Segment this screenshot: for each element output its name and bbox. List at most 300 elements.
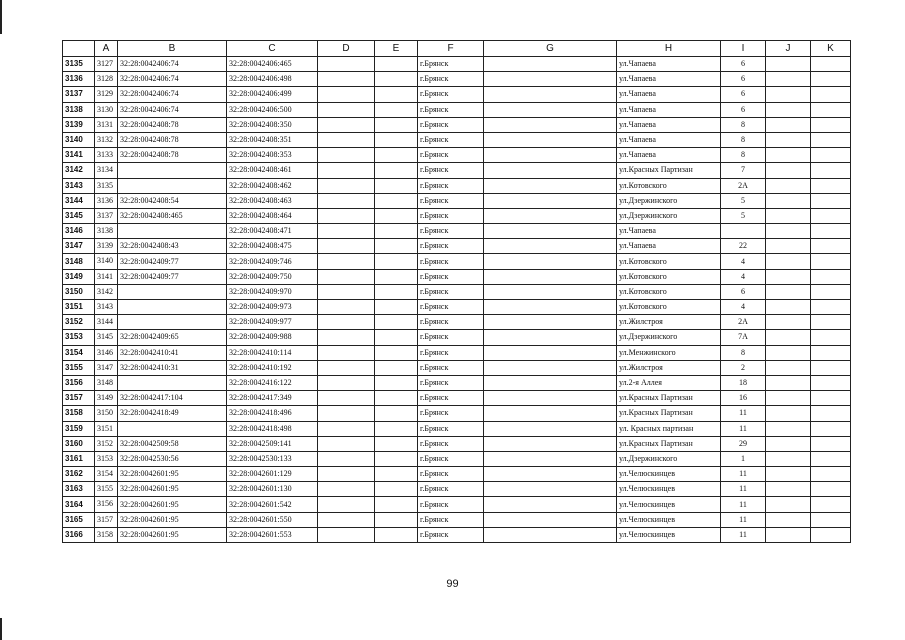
cell-a[interactable]: 3155 bbox=[95, 482, 118, 497]
cell-j[interactable] bbox=[766, 482, 811, 497]
cell-i[interactable]: 2А bbox=[721, 315, 766, 330]
cell-d[interactable] bbox=[318, 224, 375, 239]
cell-h[interactable]: ул.Челюскинцев bbox=[617, 527, 721, 542]
cell-j[interactable] bbox=[766, 87, 811, 102]
cell-j[interactable] bbox=[766, 330, 811, 345]
cell-f[interactable]: г.Брянск bbox=[418, 57, 484, 72]
cell-k[interactable] bbox=[811, 482, 851, 497]
cell-i[interactable]: 11 bbox=[721, 421, 766, 436]
column-header-g[interactable]: G bbox=[484, 41, 617, 57]
cell-f[interactable]: г.Брянск bbox=[418, 330, 484, 345]
cell-k[interactable] bbox=[811, 345, 851, 360]
cell-c[interactable]: 32:28:0042601:129 bbox=[227, 467, 318, 482]
cell-g[interactable] bbox=[484, 254, 617, 269]
cell-e[interactable] bbox=[375, 224, 418, 239]
cell-d[interactable] bbox=[318, 421, 375, 436]
cell-g[interactable] bbox=[484, 102, 617, 117]
cell-j[interactable] bbox=[766, 224, 811, 239]
cell-d[interactable] bbox=[318, 132, 375, 147]
cell-g[interactable] bbox=[484, 512, 617, 527]
cell-f[interactable]: г.Брянск bbox=[418, 208, 484, 223]
cell-f[interactable]: г.Брянск bbox=[418, 163, 484, 178]
cell-b[interactable]: 32:28:0042601:95 bbox=[118, 467, 227, 482]
row-number[interactable]: 3136 bbox=[63, 72, 95, 87]
row-number[interactable]: 3158 bbox=[63, 406, 95, 421]
cell-k[interactable] bbox=[811, 512, 851, 527]
cell-a[interactable]: 3142 bbox=[95, 284, 118, 299]
cell-j[interactable] bbox=[766, 178, 811, 193]
row-number[interactable]: 3148 bbox=[63, 254, 95, 269]
cell-i[interactable] bbox=[721, 224, 766, 239]
cell-b[interactable]: 32:28:0042406:74 bbox=[118, 57, 227, 72]
cell-a[interactable]: 3129 bbox=[95, 87, 118, 102]
cell-h[interactable]: ул.Чапаева bbox=[617, 239, 721, 254]
cell-b[interactable] bbox=[118, 300, 227, 315]
column-header-h[interactable]: H bbox=[617, 41, 721, 57]
cell-d[interactable] bbox=[318, 284, 375, 299]
cell-h[interactable]: ул.Чапаева bbox=[617, 102, 721, 117]
cell-k[interactable] bbox=[811, 72, 851, 87]
cell-i[interactable]: 4 bbox=[721, 300, 766, 315]
cell-d[interactable] bbox=[318, 315, 375, 330]
cell-f[interactable]: г.Брянск bbox=[418, 132, 484, 147]
cell-g[interactable] bbox=[484, 284, 617, 299]
cell-i[interactable]: 8 bbox=[721, 148, 766, 163]
cell-j[interactable] bbox=[766, 57, 811, 72]
cell-f[interactable]: г.Брянск bbox=[418, 284, 484, 299]
row-number[interactable]: 3139 bbox=[63, 117, 95, 132]
column-header-e[interactable]: E bbox=[375, 41, 418, 57]
cell-k[interactable] bbox=[811, 208, 851, 223]
cell-a[interactable]: 3140 bbox=[95, 254, 118, 269]
cell-d[interactable] bbox=[318, 102, 375, 117]
cell-c[interactable]: 32:28:0042409:988 bbox=[227, 330, 318, 345]
cell-a[interactable]: 3151 bbox=[95, 421, 118, 436]
cell-i[interactable]: 5 bbox=[721, 208, 766, 223]
cell-a[interactable]: 3150 bbox=[95, 406, 118, 421]
cell-c[interactable]: 32:28:0042408:464 bbox=[227, 208, 318, 223]
cell-a[interactable]: 3153 bbox=[95, 451, 118, 466]
cell-b[interactable]: 32:28:0042417:104 bbox=[118, 391, 227, 406]
cell-i[interactable]: 8 bbox=[721, 345, 766, 360]
row-number[interactable]: 3146 bbox=[63, 224, 95, 239]
cell-a[interactable]: 3156 bbox=[95, 497, 118, 512]
cell-d[interactable] bbox=[318, 57, 375, 72]
row-number[interactable]: 3156 bbox=[63, 375, 95, 390]
row-number[interactable]: 3138 bbox=[63, 102, 95, 117]
cell-g[interactable] bbox=[484, 360, 617, 375]
cell-f[interactable]: г.Брянск bbox=[418, 300, 484, 315]
cell-i[interactable]: 22 bbox=[721, 239, 766, 254]
cell-b[interactable]: 32:28:0042409:65 bbox=[118, 330, 227, 345]
cell-a[interactable]: 3146 bbox=[95, 345, 118, 360]
row-number[interactable]: 3145 bbox=[63, 208, 95, 223]
cell-e[interactable] bbox=[375, 269, 418, 284]
cell-g[interactable] bbox=[484, 467, 617, 482]
cell-e[interactable] bbox=[375, 254, 418, 269]
row-number[interactable]: 3149 bbox=[63, 269, 95, 284]
cell-f[interactable]: г.Брянск bbox=[418, 87, 484, 102]
cell-h[interactable]: ул.Чапаева bbox=[617, 72, 721, 87]
cell-h[interactable]: ул.Дзержинского bbox=[617, 451, 721, 466]
cell-d[interactable] bbox=[318, 467, 375, 482]
cell-g[interactable] bbox=[484, 300, 617, 315]
cell-c[interactable]: 32:28:0042416:122 bbox=[227, 375, 318, 390]
cell-j[interactable] bbox=[766, 284, 811, 299]
cell-e[interactable] bbox=[375, 300, 418, 315]
cell-g[interactable] bbox=[484, 406, 617, 421]
row-number[interactable]: 3137 bbox=[63, 87, 95, 102]
cell-j[interactable] bbox=[766, 193, 811, 208]
cell-j[interactable] bbox=[766, 421, 811, 436]
column-header-c[interactable]: C bbox=[227, 41, 318, 57]
cell-b[interactable]: 32:28:0042408:43 bbox=[118, 239, 227, 254]
cell-e[interactable] bbox=[375, 345, 418, 360]
cell-j[interactable] bbox=[766, 375, 811, 390]
column-header-a[interactable]: A bbox=[95, 41, 118, 57]
cell-c[interactable]: 32:28:0042410:192 bbox=[227, 360, 318, 375]
cell-e[interactable] bbox=[375, 178, 418, 193]
cell-f[interactable]: г.Брянск bbox=[418, 451, 484, 466]
cell-h[interactable]: ул.Котовского bbox=[617, 300, 721, 315]
cell-c[interactable]: 32:28:0042408:461 bbox=[227, 163, 318, 178]
cell-d[interactable] bbox=[318, 482, 375, 497]
cell-d[interactable] bbox=[318, 117, 375, 132]
cell-g[interactable] bbox=[484, 163, 617, 178]
cell-d[interactable] bbox=[318, 87, 375, 102]
cell-f[interactable]: г.Брянск bbox=[418, 224, 484, 239]
cell-e[interactable] bbox=[375, 72, 418, 87]
cell-f[interactable]: г.Брянск bbox=[418, 391, 484, 406]
cell-k[interactable] bbox=[811, 467, 851, 482]
cell-e[interactable] bbox=[375, 87, 418, 102]
cell-f[interactable]: г.Брянск bbox=[418, 375, 484, 390]
cell-b[interactable]: 32:28:0042601:95 bbox=[118, 512, 227, 527]
cell-e[interactable] bbox=[375, 451, 418, 466]
column-header-i[interactable]: I bbox=[721, 41, 766, 57]
cell-h[interactable]: ул.Котовского bbox=[617, 254, 721, 269]
cell-f[interactable]: г.Брянск bbox=[418, 239, 484, 254]
cell-e[interactable] bbox=[375, 375, 418, 390]
cell-f[interactable]: г.Брянск bbox=[418, 345, 484, 360]
row-number[interactable]: 3164 bbox=[63, 497, 95, 512]
cell-h[interactable]: ул.Красных Партизан bbox=[617, 391, 721, 406]
row-number[interactable]: 3135 bbox=[63, 57, 95, 72]
cell-d[interactable] bbox=[318, 300, 375, 315]
cell-f[interactable]: г.Брянск bbox=[418, 117, 484, 132]
cell-j[interactable] bbox=[766, 72, 811, 87]
cell-i[interactable]: 4 bbox=[721, 254, 766, 269]
cell-j[interactable] bbox=[766, 163, 811, 178]
cell-b[interactable]: 32:28:0042409:77 bbox=[118, 254, 227, 269]
cell-c[interactable]: 32:28:0042418:496 bbox=[227, 406, 318, 421]
cell-a[interactable]: 3134 bbox=[95, 163, 118, 178]
cell-b[interactable]: 32:28:0042418:49 bbox=[118, 406, 227, 421]
cell-d[interactable] bbox=[318, 391, 375, 406]
cell-j[interactable] bbox=[766, 406, 811, 421]
cell-g[interactable] bbox=[484, 208, 617, 223]
row-number[interactable]: 3141 bbox=[63, 148, 95, 163]
cell-k[interactable] bbox=[811, 178, 851, 193]
cell-h[interactable]: ул.Чапаева bbox=[617, 117, 721, 132]
cell-a[interactable]: 3145 bbox=[95, 330, 118, 345]
cell-j[interactable] bbox=[766, 148, 811, 163]
cell-a[interactable]: 3154 bbox=[95, 467, 118, 482]
cell-i[interactable]: 6 bbox=[721, 72, 766, 87]
cell-g[interactable] bbox=[484, 193, 617, 208]
cell-h[interactable]: ул.Дзержинского bbox=[617, 330, 721, 345]
cell-a[interactable]: 3147 bbox=[95, 360, 118, 375]
cell-e[interactable] bbox=[375, 148, 418, 163]
row-number[interactable]: 3166 bbox=[63, 527, 95, 542]
cell-e[interactable] bbox=[375, 117, 418, 132]
cell-i[interactable]: 11 bbox=[721, 406, 766, 421]
cell-j[interactable] bbox=[766, 269, 811, 284]
cell-f[interactable]: г.Брянск bbox=[418, 193, 484, 208]
cell-j[interactable] bbox=[766, 512, 811, 527]
cell-h[interactable]: ул.Чапаева bbox=[617, 224, 721, 239]
cell-i[interactable]: 6 bbox=[721, 284, 766, 299]
cell-j[interactable] bbox=[766, 254, 811, 269]
row-number[interactable]: 3157 bbox=[63, 391, 95, 406]
row-number[interactable]: 3144 bbox=[63, 193, 95, 208]
cell-j[interactable] bbox=[766, 239, 811, 254]
cell-j[interactable] bbox=[766, 315, 811, 330]
cell-e[interactable] bbox=[375, 497, 418, 512]
cell-g[interactable] bbox=[484, 482, 617, 497]
row-number[interactable]: 3142 bbox=[63, 163, 95, 178]
cell-c[interactable]: 32:28:0042409:746 bbox=[227, 254, 318, 269]
cell-d[interactable] bbox=[318, 208, 375, 223]
cell-i[interactable]: 2 bbox=[721, 360, 766, 375]
cell-b[interactable]: 32:28:0042530:56 bbox=[118, 451, 227, 466]
cell-b[interactable] bbox=[118, 178, 227, 193]
cell-e[interactable] bbox=[375, 315, 418, 330]
cell-b[interactable]: 32:28:0042601:95 bbox=[118, 497, 227, 512]
cell-j[interactable] bbox=[766, 102, 811, 117]
cell-e[interactable] bbox=[375, 482, 418, 497]
cell-f[interactable]: г.Брянск bbox=[418, 102, 484, 117]
cell-j[interactable] bbox=[766, 527, 811, 542]
row-number[interactable]: 3165 bbox=[63, 512, 95, 527]
cell-f[interactable]: г.Брянск bbox=[418, 497, 484, 512]
cell-g[interactable] bbox=[484, 148, 617, 163]
cell-j[interactable] bbox=[766, 467, 811, 482]
cell-i[interactable]: 2А bbox=[721, 178, 766, 193]
cell-g[interactable] bbox=[484, 391, 617, 406]
cell-g[interactable] bbox=[484, 117, 617, 132]
cell-e[interactable] bbox=[375, 360, 418, 375]
cell-j[interactable] bbox=[766, 208, 811, 223]
cell-e[interactable] bbox=[375, 193, 418, 208]
cell-j[interactable] bbox=[766, 451, 811, 466]
cell-c[interactable]: 32:28:0042601:553 bbox=[227, 527, 318, 542]
cell-f[interactable]: г.Брянск bbox=[418, 254, 484, 269]
cell-e[interactable] bbox=[375, 208, 418, 223]
cell-g[interactable] bbox=[484, 315, 617, 330]
cell-k[interactable] bbox=[811, 87, 851, 102]
cell-c[interactable]: 32:28:0042406:499 bbox=[227, 87, 318, 102]
cell-c[interactable]: 32:28:0042601:542 bbox=[227, 497, 318, 512]
cell-a[interactable]: 3128 bbox=[95, 72, 118, 87]
cell-i[interactable]: 11 bbox=[721, 467, 766, 482]
cell-a[interactable]: 3139 bbox=[95, 239, 118, 254]
cell-h[interactable]: ул.Чапаева bbox=[617, 148, 721, 163]
cell-b[interactable] bbox=[118, 375, 227, 390]
cell-b[interactable]: 32:28:0042408:78 bbox=[118, 132, 227, 147]
cell-c[interactable]: 32:28:0042509:141 bbox=[227, 436, 318, 451]
cell-k[interactable] bbox=[811, 330, 851, 345]
cell-e[interactable] bbox=[375, 239, 418, 254]
cell-d[interactable] bbox=[318, 239, 375, 254]
cell-k[interactable] bbox=[811, 421, 851, 436]
cell-b[interactable]: 32:28:0042408:78 bbox=[118, 148, 227, 163]
cell-i[interactable]: 8 bbox=[721, 117, 766, 132]
cell-i[interactable]: 16 bbox=[721, 391, 766, 406]
cell-f[interactable]: г.Брянск bbox=[418, 360, 484, 375]
cell-h[interactable]: ул.Жилстроя bbox=[617, 315, 721, 330]
cell-f[interactable]: г.Брянск bbox=[418, 527, 484, 542]
cell-c[interactable]: 32:28:0042406:500 bbox=[227, 102, 318, 117]
cell-h[interactable]: ул.Жилстроя bbox=[617, 360, 721, 375]
cell-e[interactable] bbox=[375, 330, 418, 345]
cell-i[interactable]: 6 bbox=[721, 57, 766, 72]
column-header-j[interactable]: J bbox=[766, 41, 811, 57]
cell-d[interactable] bbox=[318, 345, 375, 360]
cell-d[interactable] bbox=[318, 406, 375, 421]
cell-j[interactable] bbox=[766, 300, 811, 315]
cell-i[interactable]: 1 bbox=[721, 451, 766, 466]
cell-f[interactable]: г.Брянск bbox=[418, 421, 484, 436]
row-number[interactable]: 3163 bbox=[63, 482, 95, 497]
cell-e[interactable] bbox=[375, 406, 418, 421]
cell-k[interactable] bbox=[811, 300, 851, 315]
cell-d[interactable] bbox=[318, 148, 375, 163]
cell-k[interactable] bbox=[811, 527, 851, 542]
cell-b[interactable]: 32:28:0042406:74 bbox=[118, 102, 227, 117]
cell-e[interactable] bbox=[375, 284, 418, 299]
row-number[interactable]: 3152 bbox=[63, 315, 95, 330]
cell-d[interactable] bbox=[318, 375, 375, 390]
cell-i[interactable]: 5 bbox=[721, 193, 766, 208]
cell-k[interactable] bbox=[811, 360, 851, 375]
cell-h[interactable]: ул.Красных Партизан bbox=[617, 406, 721, 421]
cell-g[interactable] bbox=[484, 527, 617, 542]
cell-d[interactable] bbox=[318, 360, 375, 375]
cell-h[interactable]: ул.Челюскинцев bbox=[617, 482, 721, 497]
cell-c[interactable]: 32:28:0042410:114 bbox=[227, 345, 318, 360]
cell-k[interactable] bbox=[811, 254, 851, 269]
cell-c[interactable]: 32:28:0042408:351 bbox=[227, 132, 318, 147]
cell-c[interactable]: 32:28:0042417:349 bbox=[227, 391, 318, 406]
cell-d[interactable] bbox=[318, 497, 375, 512]
cell-g[interactable] bbox=[484, 87, 617, 102]
cell-a[interactable]: 3148 bbox=[95, 375, 118, 390]
cell-d[interactable] bbox=[318, 512, 375, 527]
cell-i[interactable]: 11 bbox=[721, 482, 766, 497]
cell-f[interactable]: г.Брянск bbox=[418, 269, 484, 284]
cell-h[interactable]: ул.Дзержинского bbox=[617, 208, 721, 223]
cell-a[interactable]: 3132 bbox=[95, 132, 118, 147]
cell-f[interactable]: г.Брянск bbox=[418, 406, 484, 421]
cell-g[interactable] bbox=[484, 72, 617, 87]
cell-g[interactable] bbox=[484, 345, 617, 360]
cell-c[interactable]: 32:28:0042601:550 bbox=[227, 512, 318, 527]
cell-b[interactable] bbox=[118, 284, 227, 299]
row-number[interactable]: 3162 bbox=[63, 467, 95, 482]
cell-f[interactable]: г.Брянск bbox=[418, 512, 484, 527]
cell-h[interactable]: ул.Менжинского bbox=[617, 345, 721, 360]
row-number[interactable]: 3147 bbox=[63, 239, 95, 254]
cell-e[interactable] bbox=[375, 57, 418, 72]
cell-b[interactable] bbox=[118, 315, 227, 330]
cell-c[interactable]: 32:28:0042408:462 bbox=[227, 178, 318, 193]
cell-j[interactable] bbox=[766, 497, 811, 512]
cell-a[interactable]: 3127 bbox=[95, 57, 118, 72]
cell-g[interactable] bbox=[484, 132, 617, 147]
cell-b[interactable] bbox=[118, 163, 227, 178]
cell-d[interactable] bbox=[318, 330, 375, 345]
cell-j[interactable] bbox=[766, 345, 811, 360]
cell-k[interactable] bbox=[811, 117, 851, 132]
cell-c[interactable]: 32:28:0042408:471 bbox=[227, 224, 318, 239]
cell-h[interactable]: ул.Чапаева bbox=[617, 57, 721, 72]
cell-g[interactable] bbox=[484, 497, 617, 512]
cell-b[interactable]: 32:28:0042408:78 bbox=[118, 117, 227, 132]
cell-f[interactable]: г.Брянск bbox=[418, 315, 484, 330]
cell-f[interactable]: г.Брянск bbox=[418, 178, 484, 193]
cell-a[interactable]: 3143 bbox=[95, 300, 118, 315]
column-header-k[interactable]: K bbox=[811, 41, 851, 57]
cell-i[interactable]: 7 bbox=[721, 163, 766, 178]
cell-j[interactable] bbox=[766, 360, 811, 375]
cell-c[interactable]: 32:28:0042409:977 bbox=[227, 315, 318, 330]
cell-i[interactable]: 7А bbox=[721, 330, 766, 345]
cell-e[interactable] bbox=[375, 467, 418, 482]
cell-g[interactable] bbox=[484, 375, 617, 390]
cell-g[interactable] bbox=[484, 436, 617, 451]
cell-g[interactable] bbox=[484, 451, 617, 466]
cell-e[interactable] bbox=[375, 391, 418, 406]
cell-g[interactable] bbox=[484, 178, 617, 193]
row-number[interactable]: 3159 bbox=[63, 421, 95, 436]
cell-e[interactable] bbox=[375, 527, 418, 542]
cell-k[interactable] bbox=[811, 497, 851, 512]
cell-a[interactable]: 3144 bbox=[95, 315, 118, 330]
cell-b[interactable]: 32:28:0042409:77 bbox=[118, 269, 227, 284]
cell-b[interactable]: 32:28:0042601:95 bbox=[118, 527, 227, 542]
cell-h[interactable]: ул.Дзержинского bbox=[617, 193, 721, 208]
cell-h[interactable]: ул.Чапаева bbox=[617, 132, 721, 147]
cell-a[interactable]: 3130 bbox=[95, 102, 118, 117]
cell-c[interactable]: 32:28:0042408:350 bbox=[227, 117, 318, 132]
cell-c[interactable]: 32:28:0042408:353 bbox=[227, 148, 318, 163]
cell-h[interactable]: ул.Челюскинцев bbox=[617, 512, 721, 527]
cell-j[interactable] bbox=[766, 132, 811, 147]
cell-c[interactable]: 32:28:0042408:463 bbox=[227, 193, 318, 208]
cell-a[interactable]: 3133 bbox=[95, 148, 118, 163]
cell-g[interactable] bbox=[484, 57, 617, 72]
cell-a[interactable]: 3149 bbox=[95, 391, 118, 406]
cell-a[interactable]: 3131 bbox=[95, 117, 118, 132]
cell-c[interactable]: 32:28:0042409:750 bbox=[227, 269, 318, 284]
cell-i[interactable]: 8 bbox=[721, 132, 766, 147]
cell-b[interactable] bbox=[118, 224, 227, 239]
row-number[interactable]: 3161 bbox=[63, 451, 95, 466]
cell-a[interactable]: 3135 bbox=[95, 178, 118, 193]
cell-k[interactable] bbox=[811, 436, 851, 451]
cell-c[interactable]: 32:28:0042409:970 bbox=[227, 284, 318, 299]
